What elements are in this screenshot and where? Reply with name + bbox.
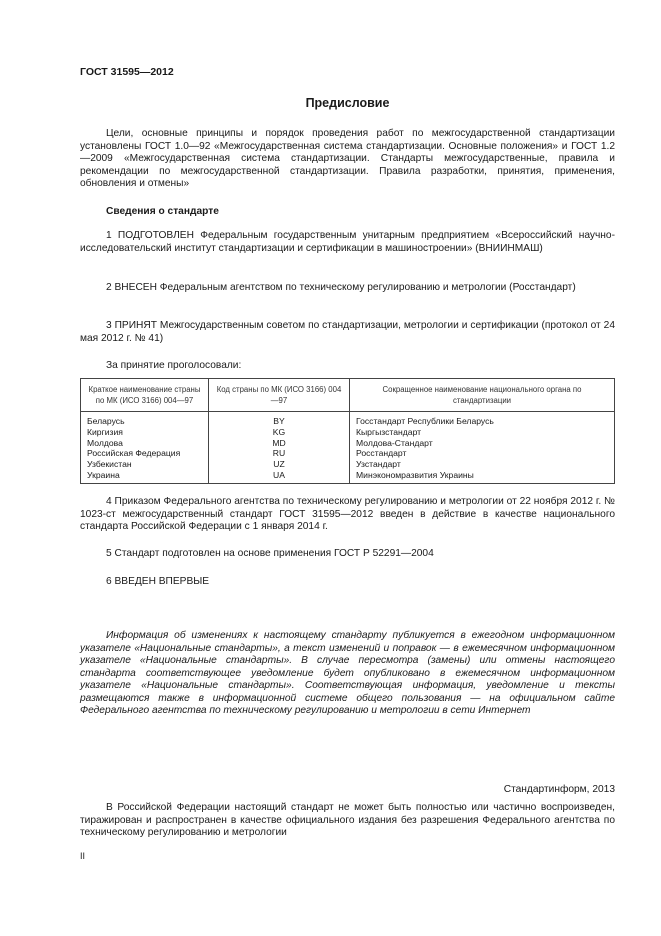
item-6: 6 ВВЕДЕН ВПЕРВЫЕ — [106, 576, 210, 587]
body-cell: Росстандарт — [350, 448, 615, 459]
item-3-text: 3 ПРИНЯТ Межгосударственным советом по стандартизации, метрологии и сертификации (протокол от 24 мая 2012 г. № 41) — [80, 320, 615, 344]
item-3 — [80, 320, 615, 345]
code-cell: MD — [209, 438, 350, 449]
code-cell: BY — [209, 412, 350, 427]
item-1-text: 1 ПОДГОТОВЛЕН Федеральным государственным унитарным предприятием «Всероссийский научно-исследовательский институт стандартизации и сертификации в машиностроении» (ВНИИНМАШ) — [80, 230, 615, 254]
table-header-body: Сокращенное наименование национального органа по стандартизации — [350, 379, 615, 412]
body-cell: Кыргызстандарт — [350, 427, 615, 438]
item-2 — [80, 282, 615, 295]
section-subtitle: Сведения о стандарте — [106, 206, 219, 217]
page-title: Предисловие — [305, 96, 390, 110]
country-cell: Беларусь — [81, 412, 209, 427]
intro-text: Цели, основные принципы и порядок проведения работ по межгосударственной стандартизации установлены ГОСТ 1.0—92 «Межгосударственная система стандартизации. Основные положения» и ГОСТ 1.2—2009 «Межгосударственная система стандартизации. Стандарты межгосударственные, правила и рекомендации по межгосударственной стандартизации. Правила разработки, принятия, применения, обновления и отмены» — [80, 128, 615, 189]
table-row — [81, 459, 615, 470]
info-text: Информация об изменениях к настоящему стандарту публикуется в ежегодном информационном указателе «Национальные стандарты», а текст изменений и поправок — в ежемесячном информационном указателе «Национальные стандарты». В случае пересмотра (замены) или отмены настоящего стандарта соответствующее уведомление будет опубликовано в ежемесячном информационном указателе «Национальные стандарты». Соответствующая информация, уведомление и тексты размещаются также в информационной системе общего пользования — на официальном сайте Федерального агентства по техническому регулированию и метрологии в сети Интернет — [80, 630, 615, 716]
code-cell: UA — [209, 470, 350, 483]
item-2-text: 2 ВНЕСЕН Федеральным агентством по техническому регулированию и метрологии (Росстандарт) — [106, 282, 576, 293]
table-row — [81, 448, 615, 459]
table-row — [81, 438, 615, 449]
copyright-paragraph — [80, 802, 615, 840]
item-5: 5 Стандарт подготовлен на основе применения ГОСТ Р 52291—2004 — [106, 548, 434, 559]
document-header-code: ГОСТ 31595—2012 — [80, 66, 174, 78]
item-4 — [80, 496, 615, 534]
item-1 — [80, 230, 615, 255]
country-cell: Российская Федерация — [81, 448, 209, 459]
body-cell: Госстандарт Республики Беларусь — [350, 412, 615, 427]
intro-paragraph — [80, 128, 615, 191]
country-cell: Молдова — [81, 438, 209, 449]
body-cell: Узстандарт — [350, 459, 615, 470]
publisher-line: Стандартинформ, 2013 — [503, 784, 615, 795]
table-row — [81, 470, 615, 483]
code-cell: UZ — [209, 459, 350, 470]
item-4-text: 4 Приказом Федерального агентства по техническому регулированию и метрологии от 22 ноября 2012 г. № 1023-ст межгосударственный стандарт ГОСТ 31595—2012 введен в действие в качестве национального стандарта Российской Федерации с 1 января 2014 г. — [80, 496, 615, 532]
table-row — [81, 412, 615, 427]
page-number: II — [80, 851, 86, 861]
table-header-country: Краткое наименование страны по МК (ИСО 3166) 004—97 — [81, 379, 209, 412]
body-cell: Молдова-Стандарт — [350, 438, 615, 449]
country-cell: Украина — [81, 470, 209, 483]
country-cell: Киргизия — [81, 427, 209, 438]
country-cell: Узбекистан — [81, 459, 209, 470]
body-cell: Минэкономразвития Украины — [350, 470, 615, 483]
vote-label: За принятие проголосовали: — [106, 360, 242, 371]
table-row — [81, 427, 615, 438]
voting-table — [80, 378, 615, 484]
table-header-code: Код страны по МК (ИСО 3166) 004—97 — [209, 379, 350, 412]
code-cell: KG — [209, 427, 350, 438]
copyright-text: В Российской Федерации настоящий стандарт не может быть полностью или частично воспроизведен, тиражирован и распространен в качестве официального издания без разрешения Федерального агентства по техническому регулированию и метрологии — [80, 802, 615, 838]
info-paragraph — [80, 630, 615, 718]
code-cell: RU — [209, 448, 350, 459]
